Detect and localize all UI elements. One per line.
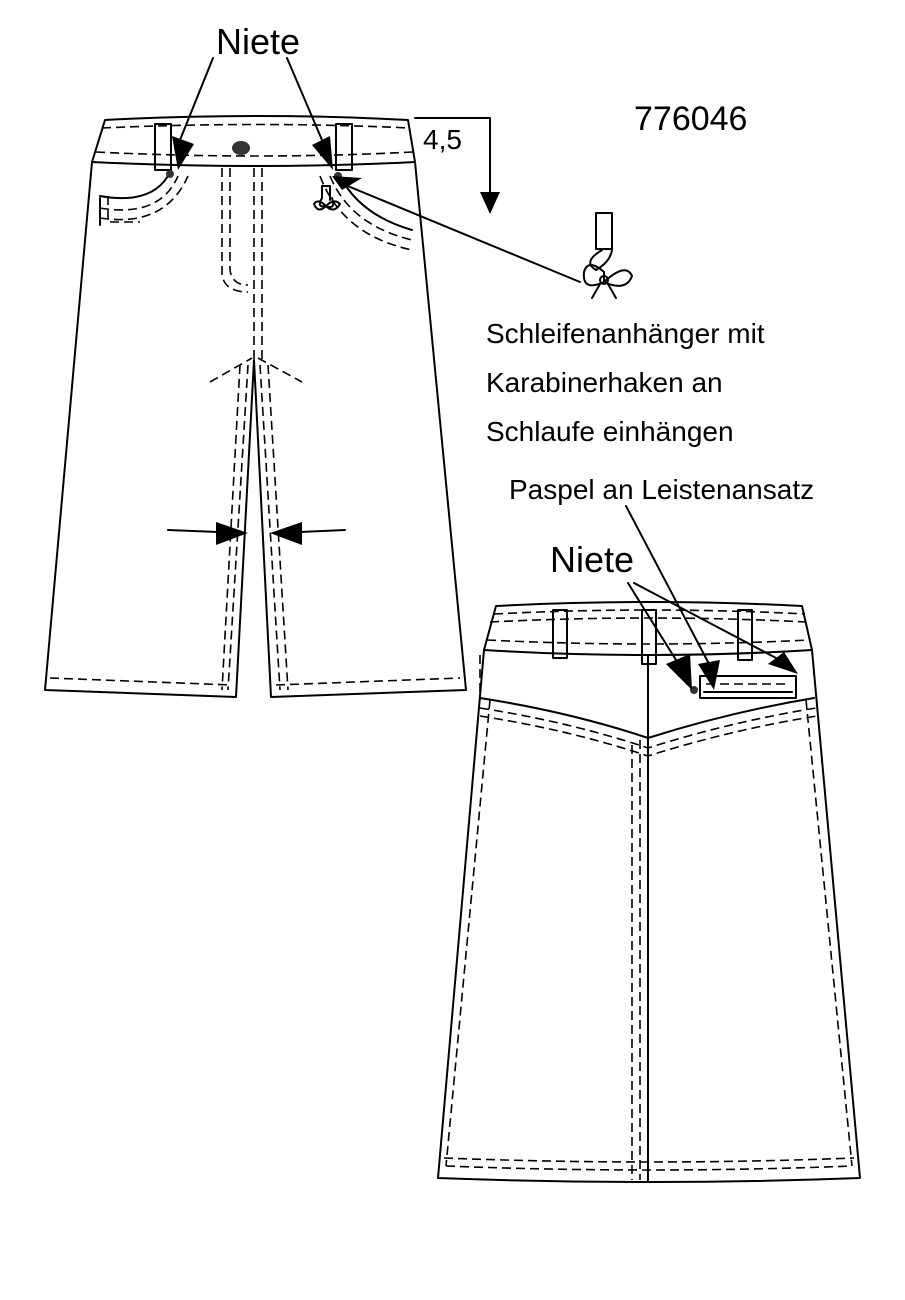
charm-instruction-line-3: Schlaufe einhängen <box>486 416 734 447</box>
front-belt-loop-left <box>155 124 171 170</box>
waistband-measurement-value: 4,5 <box>423 124 462 155</box>
front-pocket-left <box>100 176 168 198</box>
bow-charm-detail <box>584 213 632 298</box>
back-belt-loop-left <box>553 610 567 658</box>
front-belt-loop-right <box>336 124 352 170</box>
front-skirt-body <box>45 162 466 697</box>
piping-label: Paspel an Leistenansatz <box>509 474 815 505</box>
style-number: 776046 <box>634 100 748 138</box>
back-rivet-label: Niete <box>550 539 635 580</box>
front-rivet-label: Niete <box>216 21 301 62</box>
front-waistband <box>92 116 415 166</box>
charm-instruction-line-2: Karabinerhaken an <box>486 367 723 398</box>
back-skirt-view <box>438 506 860 1182</box>
front-fly-stitching <box>230 168 248 285</box>
front-button <box>232 141 250 155</box>
charm-instruction-line-1: Schleifenanhänger mit <box>486 318 765 349</box>
